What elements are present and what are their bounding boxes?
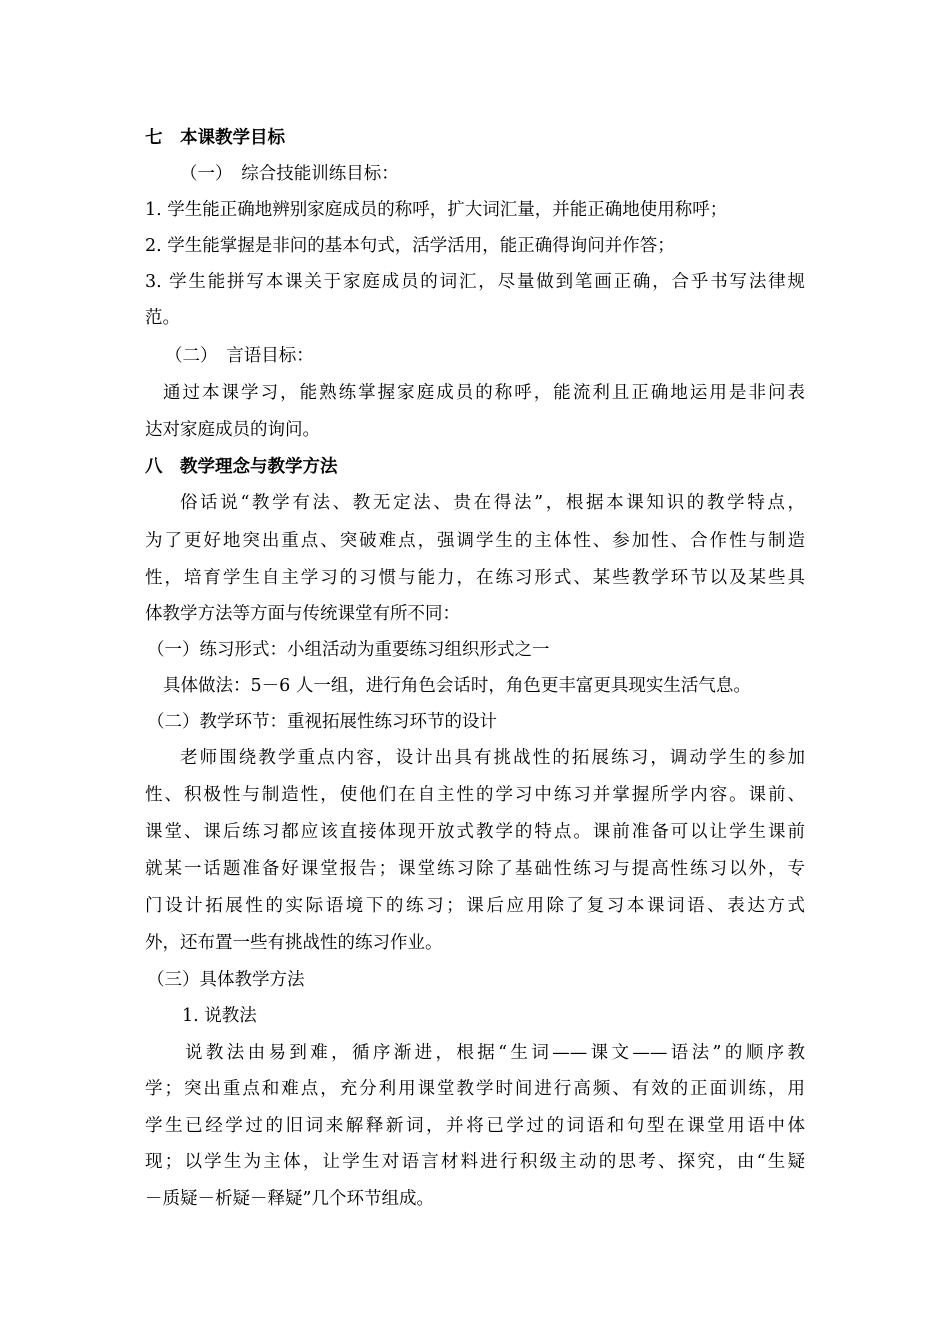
speech-goal-line-1: 通过本课学习，能熟练掌握家庭成员的称呼，能流利且正确地运用是非问表 bbox=[163, 383, 805, 403]
teaching-steps-line-3: 课堂、课后练习都应该直接体现开放式教学的特点。课前准备可以让学生课前 bbox=[145, 822, 805, 842]
method-1-line-5: －质疑－析疑－释疑”几个环节组成。 bbox=[145, 1189, 434, 1209]
section-7-heading: 七 本课教学目标 bbox=[145, 128, 285, 148]
skills-item-2: 2. 学生能掌握是非问的基本句式，活学活用，能正确得询问并作答； bbox=[145, 236, 675, 256]
skills-item-3-line-1: 3. 学生能拼写本课关于家庭成员的词汇，尽量做到笔画正确，合乎书写法律规 bbox=[145, 272, 805, 292]
method-1-line-3: 学生已经学过的旧词来解释新词，并将已学过的词语和句型在课堂用语中体 bbox=[145, 1116, 805, 1136]
subheading-practice-form: （一）练习形式：小组活动为重要练习组织形式之一 bbox=[147, 640, 550, 660]
method-1-line-2: 学；突出重点和难点，充分利用课堂教学时间进行高频、有效的正面训练，用 bbox=[145, 1079, 805, 1099]
teaching-steps-line-6: 外，还布置一些有挑战性的练习作业。 bbox=[145, 933, 443, 953]
teaching-steps-line-2: 性、积极性与制造性，使他们在自主性的学习中练习并掌握所学内容。课前、 bbox=[145, 785, 805, 805]
speech-goal-line-2: 达对家庭成员的询问。 bbox=[145, 420, 320, 440]
intro-line-4: 体教学方法等方面与传统课堂有所不同： bbox=[145, 604, 460, 624]
skills-item-1: 1. 学生能正确地辨别家庭成员的称呼，扩大词汇量，并能正确地使用称呼； bbox=[145, 200, 728, 220]
method-1-line-4: 现；以学生为主体，让学生对语言材料进行积级主动的思考、探究，由“生疑 bbox=[145, 1152, 805, 1172]
teaching-steps-line-1: 老师围绕教学重点内容，设计出具有挑战性的拓展练习，调动学生的参加 bbox=[180, 748, 805, 768]
intro-line-3: 性，培育学生自主学习的习惯与能力，在练习形式、某些教学环节以及某些具 bbox=[145, 568, 805, 588]
subheading-methods: （三）具体教学方法 bbox=[147, 970, 305, 990]
subheading-teaching-steps: （二）教学环节：重视拓展性练习环节的设计 bbox=[147, 712, 497, 732]
practice-form-detail: 具体做法：5－6 人一组，进行角色会话时，角色更丰富更具现实生活气息。 bbox=[163, 676, 751, 696]
section-7-subheading-skills: （一） 综合技能训练目标： bbox=[180, 164, 399, 184]
intro-line-1: 俗话说“教学有法、教无定法、贵在得法”，根据本课知识的教学特点， bbox=[180, 493, 805, 513]
method-1-title: 1. 说教法 bbox=[182, 1006, 257, 1026]
intro-line-2: 为了更好地突出重点、突破难点，强调学生的主体性、参加性、合作性与制造 bbox=[145, 531, 805, 551]
teaching-steps-line-5: 门设计拓展性的实际语境下的练习；课后应用除了复习本课词语、表达方式 bbox=[145, 896, 805, 916]
teaching-steps-line-4: 就某一话题准备好课堂报告；课堂练习除了基础性练习与提高性练习以外，专 bbox=[145, 859, 805, 879]
section-8-heading: 八 教学理念与教学方法 bbox=[145, 457, 338, 477]
section-7-subheading-speech: （二） 言语目标： bbox=[165, 346, 314, 366]
method-1-line-1: 说教法由易到难，循序渐进，根据“生词——课文——语法”的顺序教 bbox=[185, 1043, 805, 1063]
skills-item-3-line-2: 范。 bbox=[145, 308, 180, 328]
